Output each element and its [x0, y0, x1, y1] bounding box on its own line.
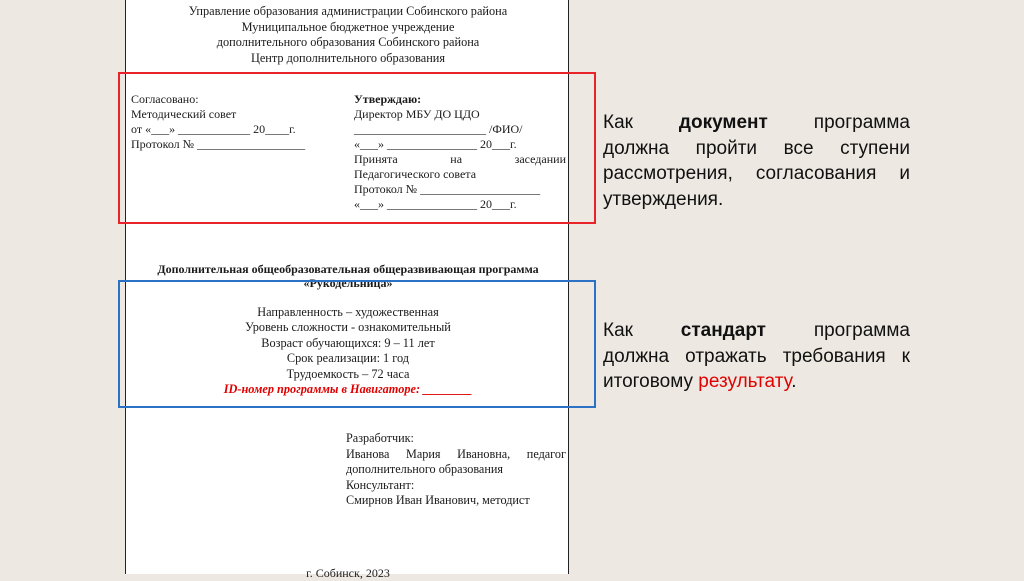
- developer-name-line: [346, 447, 566, 463]
- param-age: Возраст обучающихся: 9 – 11 лет: [261, 335, 435, 350]
- developer-name-word: Иванова: [346, 446, 390, 461]
- approve-accepted-word: на: [450, 152, 463, 166]
- header-line: Муниципальное бюджетное учреждение: [241, 19, 455, 34]
- param-term: Срок реализации: 1 год: [286, 351, 410, 366]
- approval-highlight-frame: [118, 72, 596, 224]
- param-direction: Направленность – художественная: [257, 305, 439, 319]
- note-document-first-line: [603, 110, 910, 136]
- note-standard-body: должна отражать требования к итоговому: [603, 345, 910, 392]
- city-year: г. Собинск, 2023: [306, 566, 390, 580]
- program-title-line: Дополнительная общеобразовательная общеразвивающая программа: [157, 262, 539, 276]
- program-name: «Рукодельница»: [303, 276, 393, 290]
- developer-name-word: Мария: [406, 446, 441, 461]
- header-line: Центр дополнительного образования: [250, 50, 446, 65]
- note-word: программа: [813, 112, 910, 133]
- developer-name-word: педагог: [526, 446, 566, 461]
- developer-block: [346, 431, 566, 509]
- consultant-name: Смирнов Иван Иванович, методист: [346, 493, 530, 507]
- note-word: программа: [813, 320, 910, 341]
- note-word: Как: [603, 320, 633, 341]
- note-keyword: стандарт: [680, 320, 766, 341]
- approve-date-line: «___» _______________ 20___г.: [354, 137, 517, 151]
- document-header: [126, 4, 570, 66]
- agreed-body: Методический совет: [131, 107, 237, 121]
- note-highlight-word: результату: [698, 371, 792, 392]
- agreed-protocol: Протокол № __________________: [131, 137, 306, 151]
- developer-name-word: Ивановна,: [457, 446, 511, 461]
- standard-highlight-frame: [118, 280, 596, 408]
- note-standard-first-line: [603, 318, 910, 344]
- approve-accepted-word: Принята: [354, 152, 398, 166]
- approve-fio-line: ______________________ /ФИО/: [354, 122, 523, 136]
- note-document-text: должна пройти все ступени рассмотрения, согласования и утверждения.: [603, 137, 910, 210]
- note-keyword: документ: [678, 112, 768, 133]
- approve-council: Педагогического совета: [354, 167, 477, 181]
- header-line: дополнительного образования Собинского района: [216, 35, 480, 49]
- agreed-title: Согласовано:: [131, 92, 199, 106]
- param-level: Уровень сложности - ознакомительный: [245, 320, 451, 335]
- note-standard-text: [603, 344, 910, 395]
- approve-date-line-2: «___» _______________ 20___г.: [354, 197, 517, 211]
- developer-label: Разработчик:: [346, 431, 414, 445]
- note-document: [603, 110, 910, 212]
- approve-accepted-word: заседании: [514, 152, 566, 166]
- note-standard: [603, 318, 910, 395]
- param-hours: Трудоемкость – 72 часа: [286, 366, 410, 381]
- approve-position: Директор МБУ ДО ЦДО: [354, 107, 480, 121]
- consultant-label: Консультант:: [346, 477, 415, 492]
- approve-protocol: Протокол № ____________________: [354, 182, 541, 196]
- approve-title: Утверждаю:: [354, 92, 422, 106]
- param-navigator-id: ID-номер программы в Навигаторе: ________: [223, 382, 473, 397]
- header-line: Управление образования администрации Собинского района: [188, 4, 508, 18]
- agreed-date-line: от «___» ____________ 20____г.: [131, 122, 296, 136]
- developer-position: дополнительного образования: [346, 462, 503, 476]
- note-word: Как: [603, 112, 633, 133]
- note-standard-end: .: [791, 371, 797, 392]
